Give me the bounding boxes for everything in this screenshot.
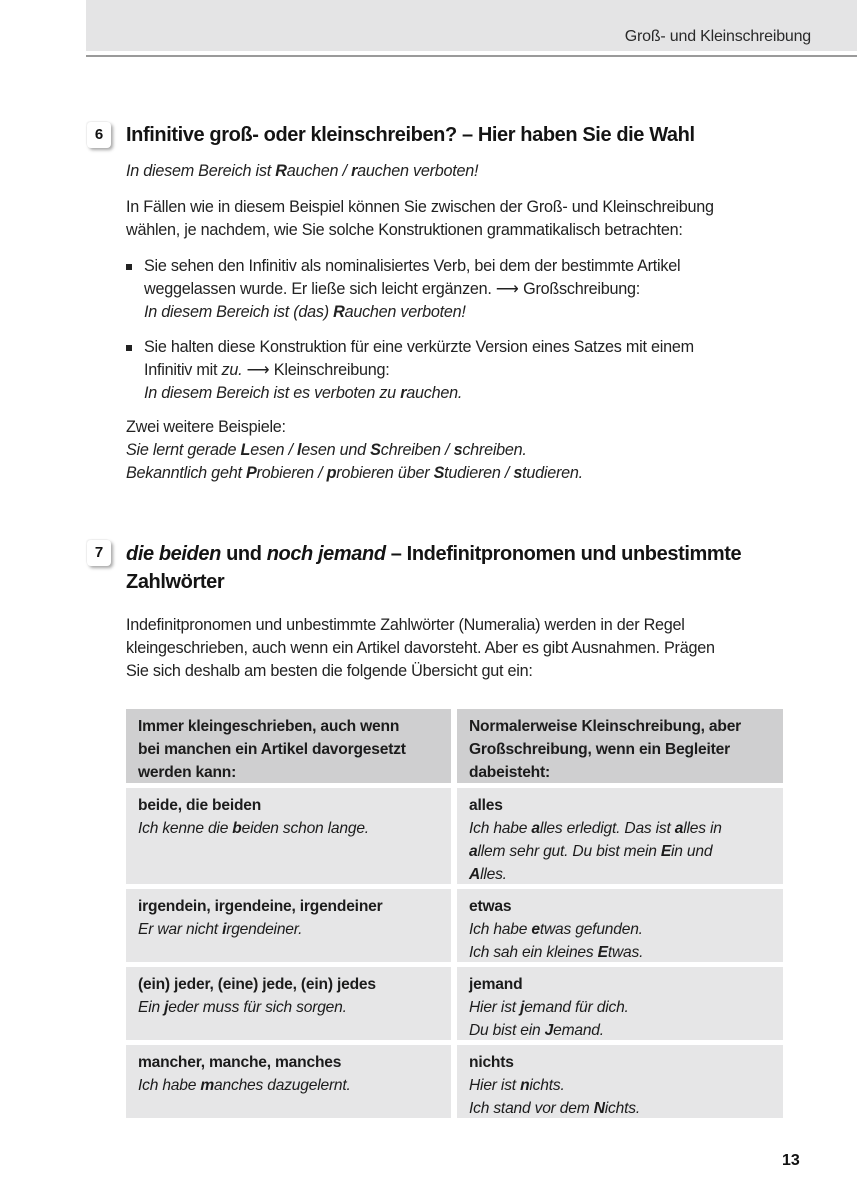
example-sentence: In diesem Bereich ist Rauchen / rauchen verboten! [126, 162, 479, 180]
section-title: Infinitive groß- oder kleinschreiben? – Hier haben Sie die Wahl [126, 124, 695, 146]
bullet-item: Sie sehen den Infinitiv als nominalisiertes Verb, bei dem der bestimmte Artikel weggelassen wurde. Er ließe sich leicht ergänzen. ⟶ Großschreibung: In diesem Bereich ist (das) Rauchen verboten! [144, 257, 681, 321]
arrow-icon: ⟶ [246, 361, 270, 379]
table-cell: alles Ich habe alles erledigt. Das ist alles in allem sehr gut. Du bist mein Ein und Alles. [457, 788, 783, 884]
section-title: die beiden und noch jemand – Indefinitpronomen und unbestimmte Zahlwörter [126, 543, 742, 593]
intro-paragraph: Indefinitpronomen und unbestimmte Zahlwörter (Numeralia) werden in der Regel kleingeschrieben, auch wenn ein Artikel davorsteht. Aber es gibt Ausnahmen. Prägen Sie sich deshalb am besten die folgende Übersicht gut ein: [126, 616, 715, 680]
table-cell: nichts Hier ist nichts. Ich stand vor dem Nichts. [457, 1045, 783, 1118]
table-cell: etwas Ich habe etwas gefunden. Ich sah ein kleines Etwas. [457, 889, 783, 962]
header-rule [86, 55, 857, 57]
table-cell: beide, die beiden Ich kenne die beiden schon lange. [126, 788, 451, 884]
table-cell: mancher, manche, manches Ich habe manches dazugelernt. [126, 1045, 451, 1118]
table-header: Immer kleingeschrieben, auch wenn bei manchen ein Artikel davorgesetzt werden kann: [126, 709, 451, 783]
section-number-badge: 7 [87, 540, 111, 566]
section-number-badge: 6 [87, 122, 111, 148]
table-cell: jemand Hier ist jemand für dich. Du bist ein Jemand. [457, 967, 783, 1040]
bullet-item: Sie halten diese Konstruktion für eine verkürzte Version eines Satzes mit einem Infinitiv mit zu. ⟶ Kleinschreibung: In diesem Bereich ist es verboten zu rauchen. [144, 338, 694, 402]
intro-paragraph: In Fällen wie in diesem Beispiel können Sie zwischen der Groß- und Kleinschreibung wählen, je nachdem, wie Sie solche Konstruktionen grammatikalisch betrachten: [126, 198, 714, 239]
more-examples: Zwei weitere Beispiele: Sie lernt gerade Lesen / lesen und Schreiben / schreiben. Bekanntlich geht Probieren / probieren über Studieren / studieren. [126, 418, 583, 482]
table-cell: (ein) jeder, (eine) jede, (ein) jedes Ein jeder muss für sich sorgen. [126, 967, 451, 1040]
page-number: 13 [782, 1152, 800, 1169]
running-header-title: Groß- und Kleinschreibung [624, 28, 811, 45]
table-header: Normalerweise Kleinschreibung, aber Großschreibung, wenn ein Begleiter dabeisteht: [457, 709, 783, 783]
arrow-icon: ⟶ [495, 280, 519, 298]
table-cell: irgendein, irgendeine, irgendeiner Er war nicht irgendeiner. [126, 889, 451, 962]
